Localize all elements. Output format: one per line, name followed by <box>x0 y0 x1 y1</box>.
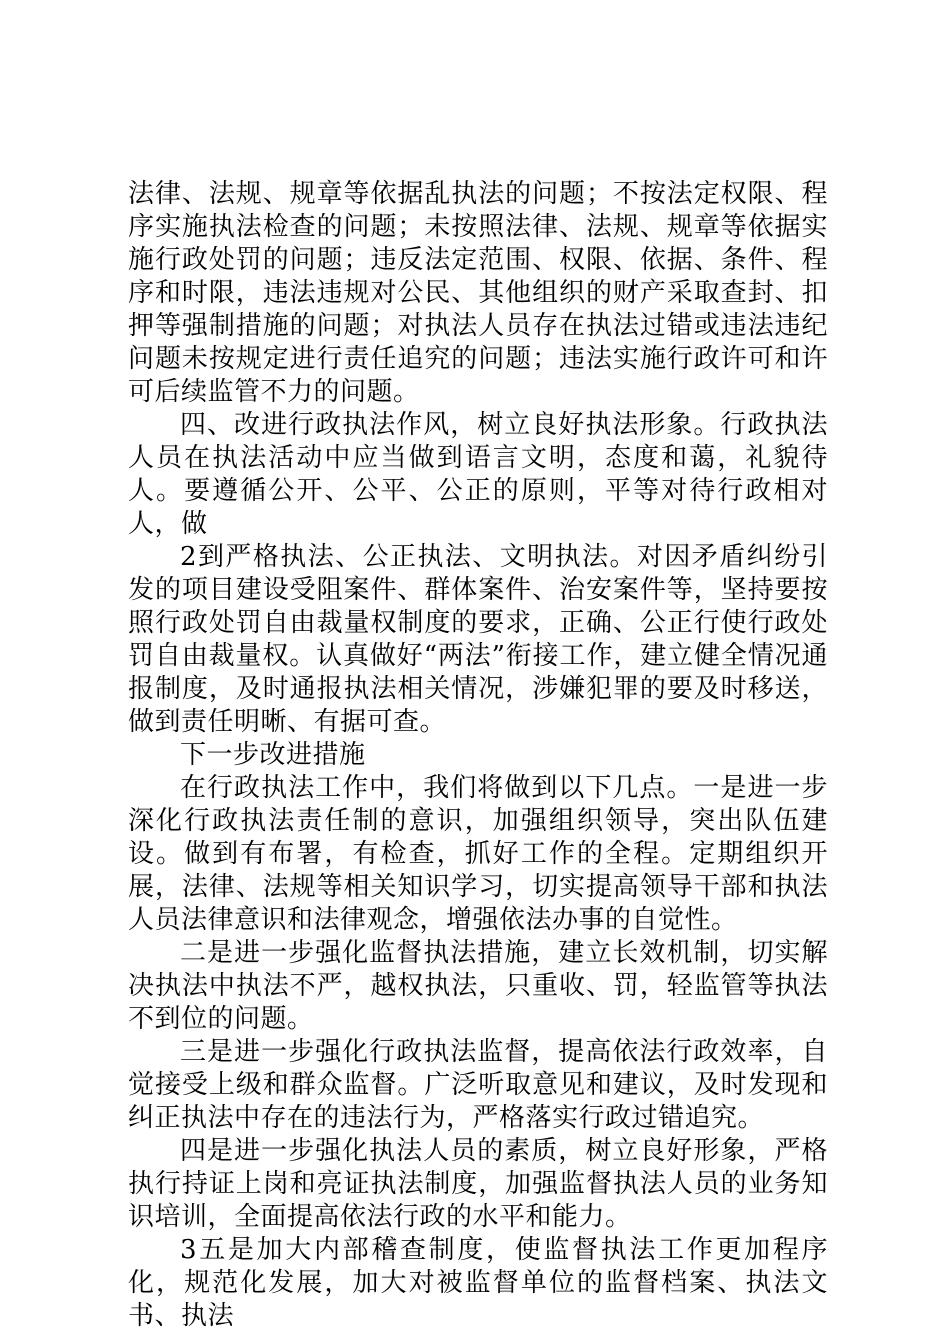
paragraph-3: 2到严格执法、公正执法、文明执法。对因矛盾纠纷引发的项目建设受阻案件、群体案件、治安案件等，坚持要按照行政处罚自由裁量权制度的要求，正确、公正行使行政处罚自由裁量权。认真做好“两法”衔接工作，建立健全情况通报制度，及时通报执法相关情况，涉嫌犯罪的要及时移送，做到责任明晰、有据可查。 <box>128 542 828 737</box>
paragraph-5: 在行政执法工作中，我们将做到以下几点。一是进一步深化行政执法责任制的意识，加强组织领导，突出队伍建设。做到有布署，有检查，抓好工作的全程。定期组织开展，法律、法规等相关知识学习，切实提高领导干部和执法人员法律意识和法律观念，增强依法办事的自觉性。 <box>128 773 828 935</box>
paragraph-1: 法律、法规、规章等依据乱执法的问题；不按法定权限、程序实施执法检查的问题；未按照法律、法规、规章等依据实施行政处罚的问题；违反法定范围、权限、依据、条件、程序和时限，违法违规对公民、其他组织的财产采取查封、扣押等强制措施的问题；对执法人员存在执法过错或违法违纪问题未按规定进行责任追究的问题；违法实施行政许可和许可后续监管不力的问题。 <box>128 179 828 407</box>
paragraph-2: 四、改进行政执法作风，树立良好执法形象。行政执法人员在执法活动中应当做到语言文明，态度和蔼，礼貌待人。要遵循公开、公平、公正的原则，平等对待行政相对人，做 <box>128 410 828 539</box>
paragraph-8: 四是进一步强化执法人员的素质，树立良好形象，严格执行持证上岗和亮证执法制度，加强监督执法人员的业务知识培训，全面提高依法行政的水平和能力。 <box>128 1136 828 1232</box>
section-heading: 下一步改进措施 <box>180 740 366 770</box>
paragraph-7: 三是进一步强化行政执法监督，提高依法行政效率，自觉接受上级和群众监督。广泛听取意见和建议，及时发现和纠正执法中存在的违法行为，严格落实行政过错追究。 <box>128 1037 828 1133</box>
paragraph-6: 二是进一步强化监督执法措施，建立长效机制，切实解决执法中执法不严，越权执法，只重收、罚，轻监管等执法不到位的问题。 <box>128 938 828 1034</box>
document-body <box>128 178 828 1333</box>
paragraph-9: 3五是加大内部稽查制度，使监督执法工作更加程序化，规范化发展，加大对被监督单位的监督档案、执法文书、执法 <box>128 1235 828 1331</box>
